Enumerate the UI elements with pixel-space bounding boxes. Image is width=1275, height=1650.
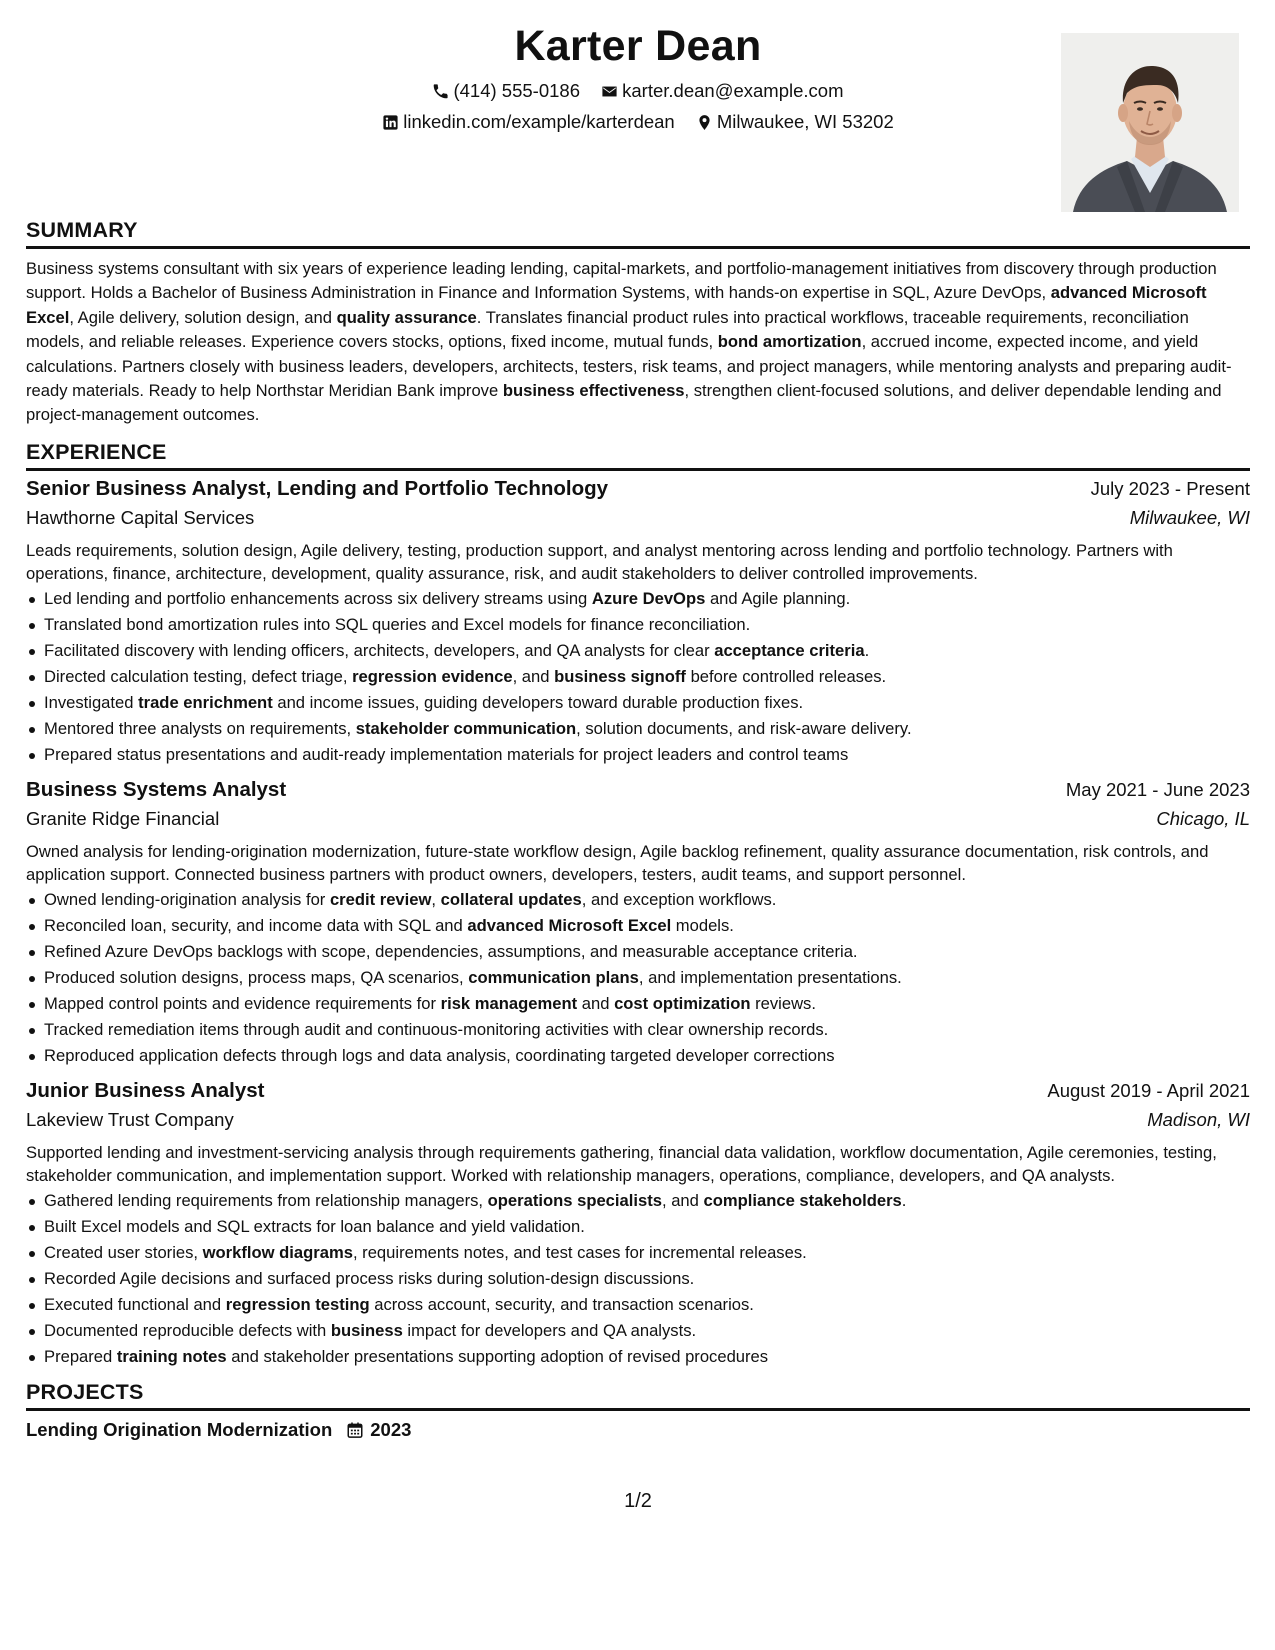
bullet-text: Executed functional and	[44, 1294, 226, 1314]
bullet-item	[26, 1266, 1250, 1292]
bullet-text: and Agile planning.	[705, 588, 851, 608]
bullet-text: Owned lending-origination analysis for	[44, 889, 330, 909]
bullet-item	[26, 690, 1250, 716]
job-header	[26, 1079, 1250, 1109]
bullet-text: , solution documents, and risk-aware delivery.	[576, 718, 912, 738]
bullet-bold: collateral updates	[440, 889, 582, 909]
summary-bold-4: business effectiveness	[502, 381, 685, 401]
bullet-text: , and	[512, 666, 555, 686]
summary-bold-3: bond amortization	[717, 332, 862, 352]
bullet-bold: regression evidence	[352, 666, 513, 686]
job-subheader	[26, 1109, 1250, 1141]
bullet-bold: risk management	[440, 993, 578, 1013]
bullet-bold: business	[330, 1320, 403, 1340]
job-dates: August 2019 - April 2021	[1047, 1079, 1250, 1101]
linkedin-icon	[382, 114, 399, 131]
bullet-text: and	[577, 993, 615, 1013]
bullet-text: Mapped control points and evidence requirements for	[44, 993, 441, 1013]
bullet-text: Prepared	[44, 1346, 117, 1366]
bullet-text: Facilitated discovery with lending officers, architects, developers, and QA analysts for clear	[44, 640, 715, 660]
job-location: Chicago, IL	[1156, 807, 1250, 829]
experience-heading: EXPERIENCE	[26, 440, 1250, 471]
bullet-text: Reproduced application defects through logs and data analysis, coordinating targeted developer corrections	[44, 1045, 835, 1065]
experience-list	[26, 477, 1250, 1370]
bullet-item	[26, 913, 1250, 939]
bullet-text: Refined Azure DevOps backlogs with scope, dependencies, assumptions, and measurable acceptance criteria.	[44, 941, 858, 961]
job-entry	[26, 778, 1250, 1069]
job-company: Hawthorne Capital Services	[26, 506, 255, 528]
bullet-item	[26, 1188, 1250, 1214]
job-description: Leads requirements, solution design, Agile delivery, testing, production support, and analyst mentoring across lending and portfolio technology. Partners with operations, finance, architecture, development, quality assurance, risk, and audit stakeholders to deliver controlled improvements.	[26, 540, 1173, 584]
bullet-text: impact for developers and QA analysts.	[402, 1320, 697, 1340]
project-year: 2023	[370, 1418, 412, 1440]
bullet-text: , and	[661, 1190, 704, 1210]
bullet-bold: cost optimization	[614, 993, 751, 1013]
linkedin-text: linkedin.com/example/karterdean	[403, 111, 675, 132]
bullet-item	[26, 1214, 1250, 1240]
summary-heading: SUMMARY	[26, 218, 1250, 249]
bullet-text: Documented reproducible defects with	[44, 1320, 331, 1340]
bullet-text: Investigated	[44, 692, 139, 712]
bullet-text: Prepared status presentations and audit-ready implementation materials for project leaders and control teams	[44, 744, 849, 764]
bullet-bold: communication plans	[468, 967, 639, 987]
bullet-bold: compliance stakeholders	[703, 1190, 902, 1210]
job-description: Owned analysis for lending-origination modernization, future-state workflow design, Agile backlog refinement, quality assurance documentation, risk controls, and application support. Connected business partners with product owners, developers, testers, audit teams, and support personnel.	[26, 841, 1209, 885]
bullet-item	[26, 638, 1250, 664]
job-bullets	[26, 586, 1250, 768]
job-title: Junior Business Analyst	[26, 1078, 265, 1102]
page-number: 1/2	[624, 1490, 652, 1512]
linkedin-contact[interactable]	[382, 111, 674, 133]
bullet-text: ,	[431, 889, 441, 909]
phone-icon	[432, 83, 449, 100]
bullet-text: Created user stories,	[44, 1242, 203, 1262]
bullet-bold: trade enrichment	[138, 692, 273, 712]
bullet-item	[26, 742, 1250, 768]
job-dates: May 2021 - June 2023	[1065, 778, 1250, 800]
bullet-bold: training notes	[116, 1346, 227, 1366]
profile-photo	[1061, 33, 1239, 212]
email-text: karter.dean@example.com	[622, 80, 844, 101]
bullet-text: Produced solution designs, process maps, QA scenarios,	[44, 967, 469, 987]
summary-bold-2: quality assurance	[336, 307, 477, 327]
bullet-bold: operations specialists	[487, 1190, 662, 1210]
bullet-text: Tracked remediation items through audit and continuous-monitoring activities with clear ownership records.	[44, 1019, 829, 1039]
bullet-item	[26, 887, 1250, 913]
bullet-item	[26, 1043, 1250, 1069]
bullet-text: , and implementation presentations.	[638, 967, 902, 987]
bullet-item	[26, 1240, 1250, 1266]
location-text: Milwaukee, WI 53202	[716, 111, 894, 132]
bullet-text: and stakeholder presentations supporting adoption of revised procedures	[226, 1346, 769, 1366]
bullet-text: , requirements notes, and test cases for incremental releases.	[352, 1242, 807, 1262]
job-bullets	[26, 887, 1250, 1069]
job-subheader	[26, 808, 1250, 840]
job-description: Supported lending and investment-servicing analysis through requirements gathering, financial data validation, workflow documentation, Agile ceremonies, testing, stakeholder communication, and implementation support. Worked with relationship managers, operations, compliance, developers, and QA analysts.	[26, 1142, 1217, 1186]
bullet-item	[26, 1344, 1250, 1370]
summary-text-1: Business systems consultant with six years of experience leading lending, capital-markets, and portfolio-management initiatives from discovery through production support. Holds a Bachelor of Business Administration in Finance and Information Systems, with hands-on expertise in SQL, Azure DevOps,	[26, 259, 1217, 303]
bullet-item	[26, 1318, 1250, 1344]
candidate-name: Karter Dean	[514, 22, 762, 70]
summary-text-4: , accrued income, expected income, and yield calculations. Partners closely with business leaders, developers, architects, testers, risk teams, and project managers, while mentoring analysts and preparing audit-ready materials. Ready to help Northstar Meridian Bank improve	[26, 332, 1232, 401]
bullet-item	[26, 612, 1250, 638]
summary-text-2: , Agile delivery, solution design, and	[69, 307, 337, 327]
bullet-text: models.	[671, 915, 734, 935]
bullet-text: Reconciled loan, security, and income data with SQL and	[44, 915, 468, 935]
bullet-item	[26, 664, 1250, 690]
job-company: Lakeview Trust Company	[26, 1108, 234, 1130]
summary-text-5: , strengthen client-focused solutions, and deliver dependable lending and project-management outcomes.	[26, 381, 1222, 425]
resume-page	[26, 0, 1250, 1650]
project-entry	[26, 1419, 1250, 1441]
bullet-text: reviews.	[750, 993, 816, 1013]
bullet-text: Recorded Agile decisions and surfaced process risks during solution-design discussions.	[44, 1268, 695, 1288]
bullet-bold: stakeholder communication	[355, 718, 577, 738]
project-title: Lending Origination Modernization	[26, 1418, 333, 1440]
bullet-item	[26, 965, 1250, 991]
bullet-text: Mentored three analysts on requirements,	[44, 718, 356, 738]
bullet-item	[26, 991, 1250, 1017]
bullet-bold: acceptance criteria	[714, 640, 865, 660]
bullet-bold: business signoff	[554, 666, 686, 686]
projects-heading: PROJECTS	[26, 1380, 1250, 1411]
headshot-image	[1061, 33, 1239, 212]
email-contact[interactable]	[601, 80, 843, 102]
summary-paragraph	[26, 257, 1250, 428]
bullet-text: Led lending and portfolio enhancements across six delivery streams using	[44, 588, 592, 608]
bullet-text: across account, security, and transaction scenarios.	[369, 1294, 754, 1314]
bullet-bold: workflow diagrams	[202, 1242, 353, 1262]
bullet-text: and income issues, guiding developers toward durable production fixes.	[272, 692, 804, 712]
bullet-text: .	[864, 640, 870, 660]
job-dates: July 2023 - Present	[1090, 477, 1250, 499]
bullet-text: Directed calculation testing, defect triage,	[44, 666, 353, 686]
job-location: Milwaukee, WI	[1129, 506, 1250, 528]
summary-text-3: . Translates financial product rules into practical workflows, traceable requirements, reconciliation models, and reliable releases. Experience covers stocks, options, fixed income, mutual funds,	[26, 307, 1189, 352]
job-bullets	[26, 1188, 1250, 1370]
bullet-item	[26, 939, 1250, 965]
bullet-item	[26, 586, 1250, 612]
bullet-text: Translated bond amortization rules into SQL queries and Excel models for finance reconciliation.	[44, 614, 751, 634]
map-pin-icon	[696, 114, 713, 131]
bullet-text: .	[901, 1190, 907, 1210]
bullet-item	[26, 1292, 1250, 1318]
phone-contact[interactable]	[432, 80, 580, 102]
job-company: Granite Ridge Financial	[26, 807, 220, 829]
job-subheader	[26, 507, 1250, 539]
envelope-icon	[601, 83, 618, 100]
summary-bold-1: advanced Microsoft Excel	[26, 283, 1207, 327]
job-header	[26, 778, 1250, 808]
bullet-text: Built Excel models and SQL extracts for loan balance and yield validation.	[44, 1216, 585, 1236]
job-location: Madison, WI	[1147, 1108, 1250, 1130]
bullet-text: , and exception workflows.	[581, 889, 777, 909]
job-entry	[26, 1079, 1250, 1370]
job-title: Business Systems Analyst	[26, 777, 287, 801]
job-header	[26, 477, 1250, 507]
bullet-text: before controlled releases.	[685, 666, 887, 686]
bullet-bold: advanced Microsoft Excel	[467, 915, 672, 935]
bullet-item	[26, 1017, 1250, 1043]
calendar-icon	[346, 1421, 364, 1439]
bullet-bold: regression testing	[225, 1294, 370, 1314]
bullet-item	[26, 716, 1250, 742]
bullet-bold: credit review	[329, 889, 432, 909]
job-title: Senior Business Analyst, Lending and Portfolio Technology	[26, 476, 609, 500]
job-entry	[26, 477, 1250, 768]
bullet-bold: Azure DevOps	[591, 588, 706, 608]
resume-header	[26, 0, 1250, 218]
phone-text: (414) 555-0186	[453, 80, 580, 101]
location-contact	[696, 111, 894, 133]
bullet-text: Gathered lending requirements from relationship managers,	[44, 1190, 488, 1210]
